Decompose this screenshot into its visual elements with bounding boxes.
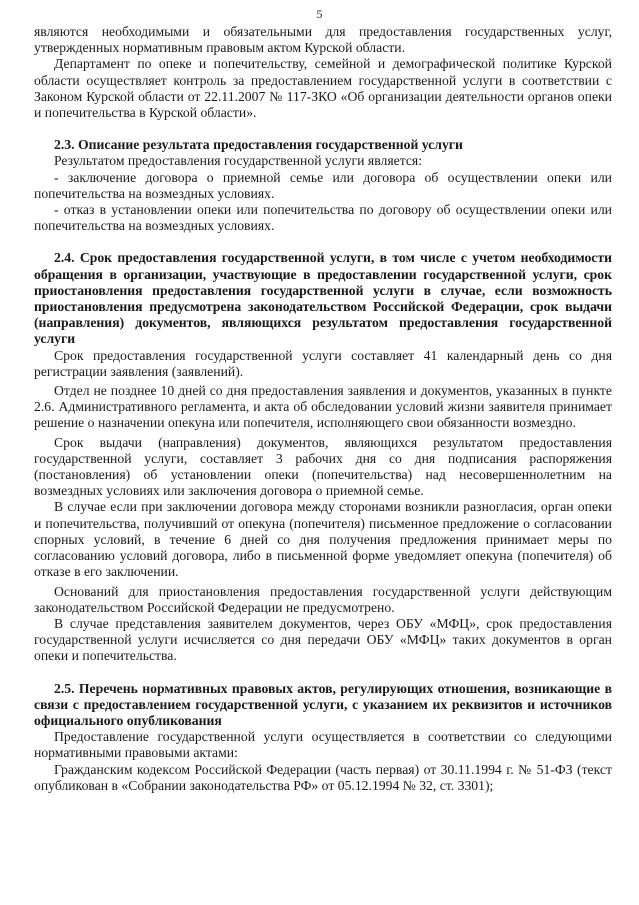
section-2-4-paragraph-4: В случае если при заключении договора между сторонами возникли разногласия, орган опеки и попечительства, получивший от опекуна (попечителя) письменное предложение о согласовании спорных условий, в течение 6 дней со дня получения предложения принимает меры по согласованию условий договора, либо в письменной форме уведомляет опекуна (попечителя) об отказе в его заключении. [34,499,612,580]
page-number: 5 [316,7,323,21]
section-2-3-paragraph-3: - отказ в установлении опеки или попечительства по договору об осуществлении опеки или попечительства на возмездных условиях. [34,202,612,234]
section-2-4-paragraph-3: Срок выдачи (направления) документов, являющихся результатом предоставления государственной услуги, составляет 3 рабочих дня со дня подписания распоряжения (постановления) об установлении опеки (попечительства) над несовершеннолетним на возмездных условиях или заключения договора о приемной семье. [34,434,612,499]
section-2-5-paragraph-1: Предоставление государственной услуги осуществляется в соответствии со следующими нормативными правовыми актами: [34,729,612,761]
intro-paragraph-2: Департамент по опеке и попечительству, семейной и демографической политике Курской области осуществляет контроль за предоставлением государственной услуги в соответствии с Законом Курской области от 22.11.2007 № 117-ЗКО «Об организации деятельности органов опеки и попечительства в Курской области». [34,56,612,121]
section-2-4-paragraph-2: Отдел не позднее 10 дней со дня предоставления заявления и документов, указанных в пункте 2.6. Административного регламента, и акта об обследовании условий жизни заявителя принимает решение о назначении опекуна или попечителя, исполняющего свои обязанности возмездно. [34,383,612,431]
section-2-5-heading: 2.5. Перечень нормативных правовых актов, регулирующих отношения, возникающие в связи с предоставлением государственной услуги, с указанием их реквизитов и источников официального опубликования [34,680,612,728]
section-2-4-heading: 2.4. Срок предоставления государственной услуги, в том числе с учетом необходимости обращения в организации, участвующие в предоставлении государственной услуги, срок приостановления предоставления государственной услуги в случае, если возможность приостановления предусмотрена законодательством Российской Федерации, срок выдачи (направления) документов, являющихся результатом предоставления государственной услуги [34,250,612,347]
section-2-3-paragraph-1: Результатом предоставления государственной услуги является: [54,153,423,169]
section-2-4-paragraph-5: Оснований для приостановления предоставления государственной услуги действующим законодательством Российской Федерации не предусмотрено. [34,583,612,615]
intro-paragraph-1: являются необходимыми и обязательными для предоставления государственных услуг, утвержденных нормативным правовым актом Курской области. [34,24,612,56]
section-2-3-heading: 2.3. Описание результата предоставления государственной услуги [54,137,463,153]
section-2-5-paragraph-2: Гражданским кодексом Российской Федерации (часть первая) от 30.11.1994 г. № 51-ФЗ (текст опубликован в «Собрании законодательства РФ» от 05.12.1994 № 32, ст. 3301); [34,761,612,793]
section-2-4-paragraph-1: Срок предоставления государственной услуги составляет 41 календарный день со дня регистрации заявления (заявлений). [34,347,612,379]
document-body [34,24,612,794]
section-2-4-paragraph-6: В случае представления заявителем документов, через ОБУ «МФЦ», срок предоставления государственной услуги исчисляется со дня передачи ОБУ «МФЦ» таких документов в орган опеки и попечительства. [34,615,612,664]
section-2-3-paragraph-2: - заключение договора о приемной семье или договора об осуществлении опеки или попечительства на возмездных условиях. [34,169,612,201]
